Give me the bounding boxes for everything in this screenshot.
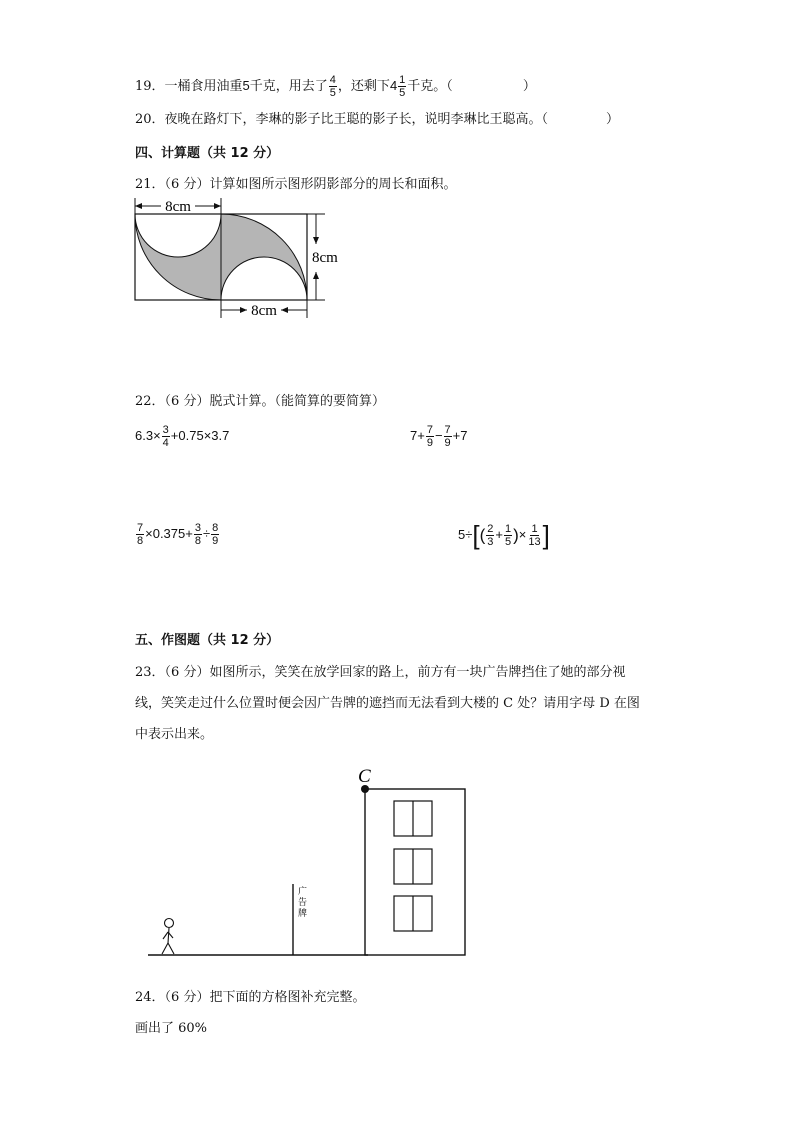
expression-2: 7+ $\frac{7}{9}$ − $\frac{7}{9}$ +7 bbox=[410, 424, 468, 449]
building bbox=[365, 789, 465, 955]
svg-text:牌: 牌 bbox=[298, 908, 308, 918]
expression-4: 5÷[( $\frac{2}{3}$ + $\frac{1}{5}$ )× $\frac{1}{13}$ ] bbox=[458, 520, 550, 550]
label-top: 8cm bbox=[165, 199, 191, 215]
label-c: C bbox=[358, 766, 371, 787]
question-23-line-1: 23．（6 分）如图所示，笑笑在放学回家的路上，前方有一块广告牌挡住了她的部分视 bbox=[135, 665, 626, 680]
expression-3: $\frac{7}{8}$ ×0.375+ $\frac{3}{8}$ ÷ $\frac{8}{9}$ bbox=[137, 522, 219, 547]
question-24: 24．（6 分）把下面的方格图补充完整。 bbox=[135, 990, 366, 1005]
shaded-figure-diagram bbox=[125, 194, 355, 322]
expression-1: 6.3× $\frac{3}{4}$ +0.75×3.7 bbox=[135, 424, 230, 449]
label-bottom: 8cm bbox=[251, 303, 277, 319]
fraction: $\frac{1}{5}$ bbox=[399, 74, 406, 99]
label-right: 8cm bbox=[312, 250, 338, 266]
building-windows bbox=[394, 801, 432, 931]
section-heading: 五、作图题（共 12 分） bbox=[135, 633, 280, 648]
svg-text:告: 告 bbox=[298, 897, 308, 907]
question-23-line-2: 线，笑笑走过什么位置时便会因广告牌的遮挡而无法看到大楼的 C 处？请用字母 D 在图 bbox=[135, 696, 640, 711]
svg-text:广: 广 bbox=[298, 886, 308, 896]
section-heading: 四、计算题（共 12 分） bbox=[135, 146, 280, 161]
question-19: 19．一桶食用油重5千克，用去了 $\frac{4}{5}$ ，还剩下4 $\frac{1}{5}$ 千克。（ ） bbox=[135, 74, 536, 99]
question-22: 22．（6 分）脱式计算。（能简算的要简算） bbox=[135, 394, 385, 409]
billboard-label bbox=[298, 885, 307, 918]
fraction: $\frac{4}{5}$ bbox=[329, 74, 336, 99]
question-21: 21．（6 分）计算如图所示图形阴影部分的周长和面积。 bbox=[135, 177, 457, 192]
question-24-sub: 画出了 60% bbox=[135, 1021, 208, 1036]
question-20: 20．夜晚在路灯下，李琳的影子比王聪的影子长，说明李琳比王聪高。（ ） bbox=[135, 112, 620, 127]
sightline-diagram bbox=[140, 762, 480, 962]
question-23-line-3: 中表示出来。 bbox=[135, 727, 214, 742]
stick-figure-person bbox=[162, 919, 174, 955]
